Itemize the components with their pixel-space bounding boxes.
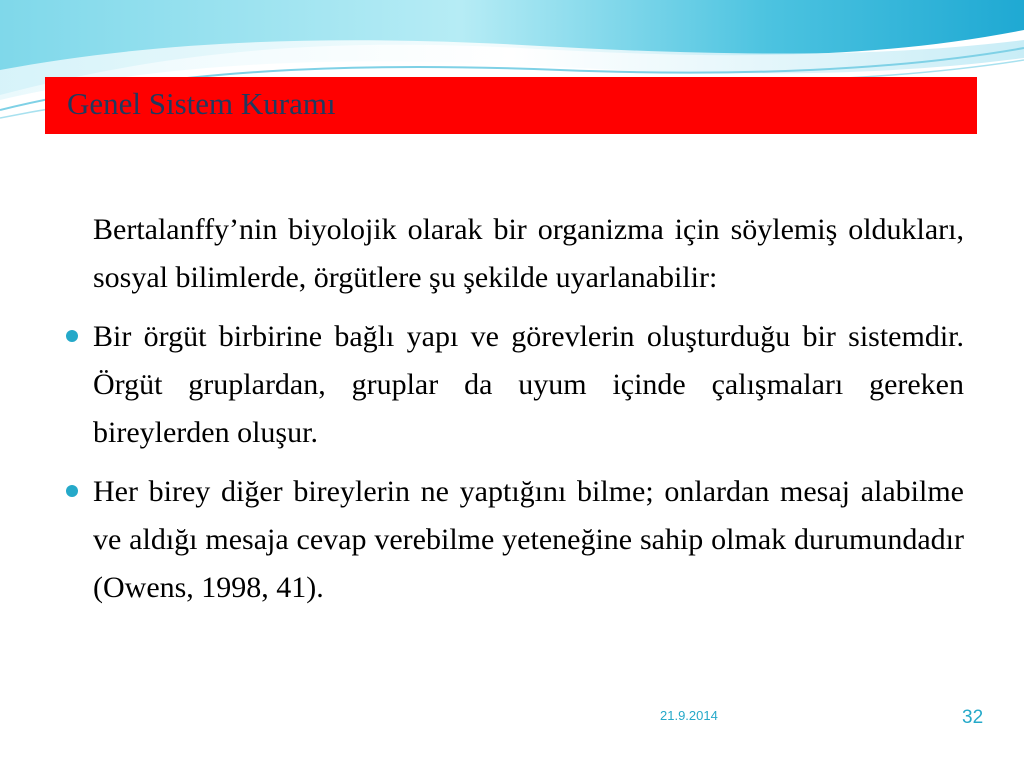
bullet-item <box>60 468 964 612</box>
bullet-item <box>60 313 964 457</box>
bullet-dot-icon <box>66 330 78 342</box>
bullet-text: Bir örgüt birbirine bağlı yapı ve görevlerin oluşturduğu bir sistemdir. Örgüt gruplardan, gruplar da uyum içinde çalışmaları gereken bireylerden oluşur. <box>93 320 964 449</box>
bullet-text: Her birey diğer bireylerin ne yaptığını bilme; onlardan mesaj alabilme ve aldığı mesaja cevap verebilme yeteneğine sahip olmak durumundadır (Owens, 1998, 41). <box>93 475 964 604</box>
slide-title: Genel Sistem Kuramı <box>67 86 336 121</box>
intro-paragraph: Bertalanffy’nin biyolojik olarak bir organizma için söylemiş oldukları, sosyal bilimlerde, örgütlere şu şekilde uyarlanabilir: <box>93 213 964 294</box>
slide-body <box>60 206 964 623</box>
page-number: 32 <box>962 707 984 728</box>
title-bar <box>45 77 977 134</box>
bullet-dot-icon <box>66 485 78 497</box>
footer-date: 21.9.2014 <box>660 708 718 723</box>
